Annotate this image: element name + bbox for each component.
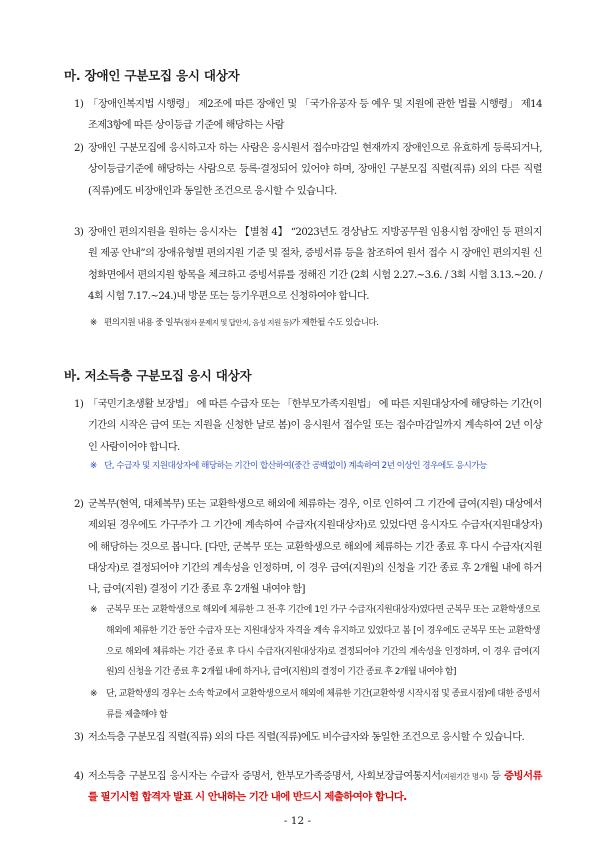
- disabled-item-3: [74, 222, 542, 307]
- low-income-item-2: [74, 494, 542, 600]
- item-text-connector: 등: [487, 771, 505, 782]
- item-text: 군복무(현역, 대체복무) 또는 교환학생으로 해외에 체류하는 경우, 이로 인하여 그 기간에 급여(지원) 대상에서 제외된 경우에도 가구주가 그 기간에 계속하여 수급자(지원대상자)로 있었다면 응시자도 수급자(지원대상자)에 해당하는 것으로 봅니다. [다만, 군복무 또는 교환학생으로 해외에 체류하는 기간 종료 후 다시 수급자(지원대상자)로 결정되어야 기간의 계속성을 인정하며, 이 경우 급여(지원)의 신청을 기간 종료 후 2개월 내에 하거나, 급여(지원) 결정이 기간 종료 후 2개월 내여야 함]: [88, 499, 542, 596]
- low-income-item-1: [74, 394, 542, 458]
- item-small-text: (지원기간 명시): [440, 772, 488, 781]
- note-text: 단, 교환학생의 경우는 소속 학교에서 교환학생으로서 해외에 체류한 기간(교환학생 시작시점 및 종료시점)에 대한 증빙서류를 제출해야 함: [106, 689, 541, 720]
- item-number: 2): [74, 499, 84, 510]
- item-text: 「장애인복지법 시행령」 제2조에 따른 장애인 및 「국가유공자 등 예우 및 지원에 관한 법률 시행령」 제14조제3항에 따른 상이등급 기준에 해당하는 사람: [88, 99, 542, 132]
- item-text: 저소득층 구분모집 응시자는 수급자 증명서, 한부모가족증명서, 사회보장급여통지서: [88, 771, 441, 782]
- item-number: 3): [74, 732, 84, 743]
- item-text: 「국민기초생활 보장법」 에 따른 수급자 또는 「한부모가족지원법」 에 따른 지원대상자에 해당하는 기간(이 기간의 시작은 급여 또는 지원을 신청한 날로 봄)이 응시원서 접수일 또는 접수마감일까지 계속하여 2년 이상인 사람이어야 합니다.: [88, 399, 542, 453]
- note-mark: ※: [90, 689, 97, 699]
- low-income-blue-note: [90, 458, 530, 474]
- disabled-item-1: [74, 94, 542, 137]
- note-text-end: 가 제한될 수도 있습니다.: [291, 318, 379, 328]
- low-income-item-3: [74, 727, 542, 748]
- section-title-disabled: 마. 장애인 구분모집 응시 대상자: [64, 68, 240, 83]
- note-mark: ※: [90, 461, 97, 471]
- item-number: 4): [74, 771, 84, 782]
- item-text: 장애인 편의지원을 원하는 응시자는 【별첨 4】 “2023년도 경상남도 지방공무원 임용시험 장애인 등 편의지원 제공 안내”의 장애유형별 편의지원 기준 및 절차, 증빙서류 등을 참조하여 원서 접수 시 장애인 편의지원 신청화면에서 편의지원 항목을 체크하고 증빙서류를 정해진 기간 (2회 시험 2.27.~3.6. / 3회 시험 3.13.~20. / 4회 시험 7.17.~24.)내 방문 또는 등기우편으로 신청하여야 합니다.: [88, 227, 542, 302]
- item-number: 1): [74, 99, 84, 110]
- emphasis-text: 증빙서류를 필기시험 합격자 발표 시 안내하는 기간 내에 반드시 제출하여야 합니다.: [88, 770, 542, 804]
- low-income-item-4: [74, 766, 542, 809]
- note-small-text: (점자 문제지 및 답안지, 음성 지원 등): [180, 318, 292, 327]
- note-text: 군복무 또는 교환학생으로 해외에 체류한 그 전·후 기간에 1인 가구 수급자(지원대상자)였다면 군복무 또는 교환학생으로 해외에 체류한 기간 동안 수급자 또는 지원대상자 자격을 계속 유지하고 있었다고 봄 [이 경우에도 군복무 또는 교환학생으로 해외에 체류하는 기간 종료 후 다시 수급자(지원대상자)로 결정되어야 기간의 계속성을 인정하며, 이 경우 급여(지원)의 신청을 기간 종료 후 2개월 내에 하거나, 급여(지원)의 결정이 기간 종료 후 2개월 내여야 함]: [106, 605, 540, 678]
- military-exchange-note: [90, 600, 540, 683]
- note-text: 편의지원 내용 중 일부: [104, 318, 181, 328]
- item-text: 저소득층 구분모집 직렬(직류) 외의 다른 직렬(직류)에도 비수급자와 동일한 조건으로 응시할 수 있습니다.: [88, 732, 525, 743]
- exchange-student-note: [90, 684, 540, 726]
- disabled-support-note: [90, 314, 540, 332]
- note-mark: ※: [90, 318, 97, 328]
- note-text: 단, 수급자 및 지원대상자에 해당하는 기간이 합산하여(중간 공백없이) 계속하여 2년 이상인 경우에도 응시가능: [104, 461, 487, 471]
- item-text: 장애인 구분모집에 응시하고자 하는 사람은 응시원서 접수마감일 현재까지 장애인으로 유효하게 등록되거나, 상이등급기준에 해당하는 사람으로 등록·결정되어 있어야 하며, 장애인 구분모집 직렬(직류) 외의 다른 직렬(직류)에도 비장애인과 동일한 조건으로 응시할 수 있습니다.: [88, 143, 542, 197]
- note-mark: ※: [90, 605, 97, 615]
- item-number: 2): [74, 143, 84, 154]
- disabled-item-2: [74, 138, 542, 202]
- item-number: 3): [74, 227, 84, 238]
- section-title-low-income: 바. 저소득층 구분모집 응시 대상자: [64, 368, 252, 383]
- page-number: - 12 -: [283, 815, 312, 827]
- item-number: 1): [74, 399, 84, 410]
